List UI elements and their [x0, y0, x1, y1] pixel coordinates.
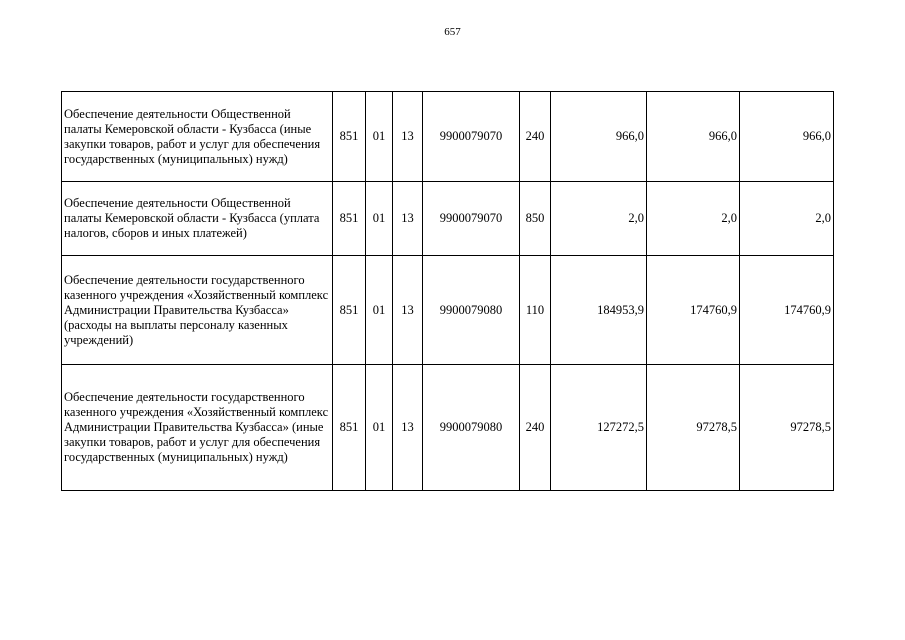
amount-year-3: 97278,5: [740, 365, 834, 491]
row-description: Обеспечение деятельности государственного казенного учреждения «Хозяйственный комплекс Администрации Правительства Кузбасса» (иные закупки товаров, работ и услуг для обеспечения государственных (муниципальных) нужд): [62, 365, 333, 491]
amount-year-3: 174760,9: [740, 256, 834, 365]
expense-type-code: 240: [520, 92, 551, 182]
expense-type-code: 240: [520, 365, 551, 491]
target-article-code: 9900079080: [423, 256, 520, 365]
subsection-code: 13: [393, 92, 423, 182]
expense-type-code: 110: [520, 256, 551, 365]
target-article-code: 9900079070: [423, 92, 520, 182]
table-row: [62, 365, 834, 491]
amount-year-2: 97278,5: [647, 365, 740, 491]
expense-type-code: 850: [520, 182, 551, 256]
subsection-code: 13: [393, 365, 423, 491]
subsection-code: 13: [393, 256, 423, 365]
amount-year-1: 127272,5: [551, 365, 647, 491]
amount-year-2: 174760,9: [647, 256, 740, 365]
amount-year-2: 2,0: [647, 182, 740, 256]
row-description: Обеспечение деятельности Общественной палаты Кемеровской области - Кузбасса (иные закупки товаров, работ и услуг для обеспечения государственных (муниципальных) нужд): [62, 92, 333, 182]
page-number: 657: [444, 26, 461, 38]
budget-table: [61, 91, 834, 491]
target-article-code: 9900079080: [423, 365, 520, 491]
ministry-code: 851: [333, 365, 366, 491]
section-code: 01: [366, 365, 393, 491]
amount-year-3: 2,0: [740, 182, 834, 256]
table-row: [62, 92, 834, 182]
section-code: 01: [366, 182, 393, 256]
table-row: [62, 256, 834, 365]
amount-year-1: 184953,9: [551, 256, 647, 365]
ministry-code: 851: [333, 256, 366, 365]
section-code: 01: [366, 256, 393, 365]
ministry-code: 851: [333, 92, 366, 182]
ministry-code: 851: [333, 182, 366, 256]
amount-year-3: 966,0: [740, 92, 834, 182]
amount-year-1: 2,0: [551, 182, 647, 256]
section-code: 01: [366, 92, 393, 182]
target-article-code: 9900079070: [423, 182, 520, 256]
amount-year-2: 966,0: [647, 92, 740, 182]
subsection-code: 13: [393, 182, 423, 256]
amount-year-1: 966,0: [551, 92, 647, 182]
table-row: [62, 182, 834, 256]
row-description: Обеспечение деятельности государственного казенного учреждения «Хозяйственный комплекс Администрации Правительства Кузбасса» (расходы на выплаты персоналу казенных учреждений): [62, 256, 333, 365]
row-description: Обеспечение деятельности Общественной палаты Кемеровской области - Кузбасса (уплата налогов, сборов и иных платежей): [62, 182, 333, 256]
